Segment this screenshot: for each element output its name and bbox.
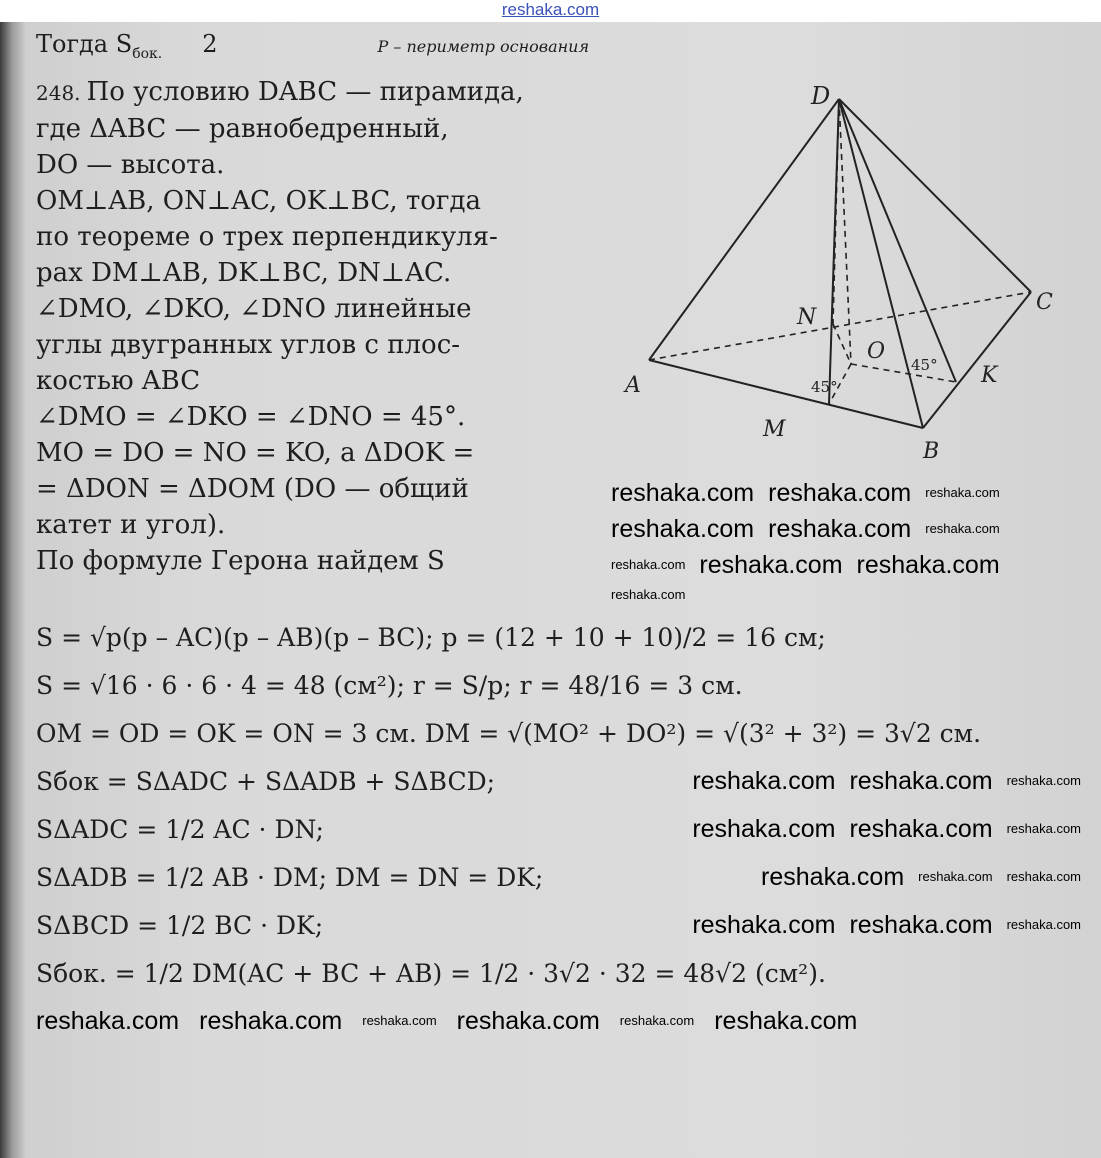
watermark: reshaka.com (611, 478, 755, 507)
site-link[interactable]: reshaka.com (501, 0, 600, 19)
watermark: reshaka.com (692, 814, 836, 843)
watermark-group (36, 1006, 1081, 1036)
watermark: reshaka.com (918, 868, 993, 884)
top-fragment-note: P – периметр основания (377, 37, 590, 56)
formula-line: Sбок. = 1/2 DM(AC + BC + AB) = 1/2 · 3√2 · 32 = 48√2 (см²). (36, 958, 826, 988)
text-line: MO = DO = NO = KO, а ΔDOK = (36, 437, 475, 468)
watermark: reshaka.com (1006, 772, 1081, 788)
formula-line: S = √16 · 6 · 6 · 4 = 48 (см²); r = S/p; r = 48/16 = 3 см. (36, 670, 743, 700)
scanned-page (0, 22, 1101, 1158)
watermark: reshaka.com (611, 514, 755, 543)
watermark: reshaka.com (849, 814, 993, 843)
solution-text (36, 74, 591, 579)
text-line: 248. По условию DABC — пирамида, (36, 76, 524, 107)
watermark: reshaka.com (1006, 868, 1081, 884)
formula-line: OM = OD = OK = ON = 3 см. DM = √(MO² + DO²) = √(3² + 3²) = 3√2 см. (36, 718, 982, 748)
top-bar (0, 0, 1101, 22)
text-line: ∠DMO, ∠DKO, ∠DNO линейные (36, 293, 472, 324)
formula-line: SΔADB = 1/2 AB · DM; DM = DN = DK; (36, 862, 544, 892)
formula-line: SΔADC = 1/2 AC · DN; (36, 814, 324, 844)
watermark: reshaka.com (611, 556, 686, 572)
watermark-group (611, 478, 1081, 604)
top-fragment-text: Тогда $S_{бок.}$ (36, 30, 163, 62)
watermark: reshaka.com (456, 1006, 600, 1035)
text-line: где ΔABC — равнобедренный, (36, 113, 449, 144)
formula-line: Sбок = SΔADC + SΔADB + SΔBCD; (36, 766, 496, 796)
watermark: reshaka.com (36, 1006, 180, 1035)
formula-line: SΔBCD = 1/2 BC · DK; (36, 910, 324, 940)
top-fragment (36, 28, 1081, 70)
watermark: reshaka.com (1006, 820, 1081, 836)
pyramid-figure (611, 74, 1081, 464)
text-line: По формуле Герона найдем S (36, 545, 445, 576)
watermark: reshaka.com (761, 862, 905, 891)
watermark: reshaka.com (1006, 916, 1081, 932)
text-line: OM⊥AB, ON⊥AC, OK⊥BC, тогда (36, 185, 482, 216)
formula-block (36, 618, 1081, 1036)
top-fragment-number: 2 (202, 30, 218, 58)
text-line: по теореме о трех перпендикуля- (36, 221, 498, 252)
watermark: reshaka.com (362, 1012, 437, 1028)
watermark: reshaka.com (699, 550, 843, 579)
text-line: рах DM⊥AB, DK⊥BC, DN⊥AC. (36, 257, 452, 288)
label-D: D (811, 81, 831, 110)
label-A: A (625, 372, 641, 398)
text-line: = ΔDON = ΔDOM (DO — общий (36, 473, 469, 504)
angle-label: 45° (811, 377, 838, 396)
watermark: reshaka.com (856, 550, 1000, 579)
watermark: reshaka.com (925, 520, 1000, 536)
watermark: reshaka.com (714, 1006, 858, 1035)
text-line: катет и угол). (36, 509, 226, 540)
label-M: M (763, 416, 786, 442)
watermark: reshaka.com (849, 766, 993, 795)
angle-label: 45° (911, 355, 938, 374)
watermark: reshaka.com (611, 586, 686, 602)
label-C: C (1036, 289, 1053, 315)
watermark: reshaka.com (768, 478, 912, 507)
watermark: reshaka.com (768, 514, 912, 543)
text-line: костью ABC (36, 365, 201, 396)
text-line: углы двугранных углов с плос- (36, 329, 461, 360)
watermark: reshaka.com (199, 1006, 343, 1035)
formula-line: S = √p(p – AC)(p – AB)(p – BC); p = (12 + 10 + 10)/2 = 16 см; (36, 622, 826, 652)
label-N: N (797, 304, 817, 330)
problem-number: 248. (36, 80, 81, 105)
watermark: reshaka.com (619, 1012, 695, 1028)
label-B: B (923, 438, 940, 464)
label-O: O (867, 338, 886, 364)
watermark: reshaka.com (692, 766, 836, 795)
watermark: reshaka.com (692, 910, 836, 939)
watermark: reshaka.com (849, 910, 993, 939)
text-line: ∠DMO = ∠DKO = ∠DNO = 45°. (36, 401, 466, 432)
watermark: reshaka.com (925, 484, 1000, 500)
label-K: K (981, 362, 998, 388)
text-line: DO — высота. (36, 149, 225, 180)
